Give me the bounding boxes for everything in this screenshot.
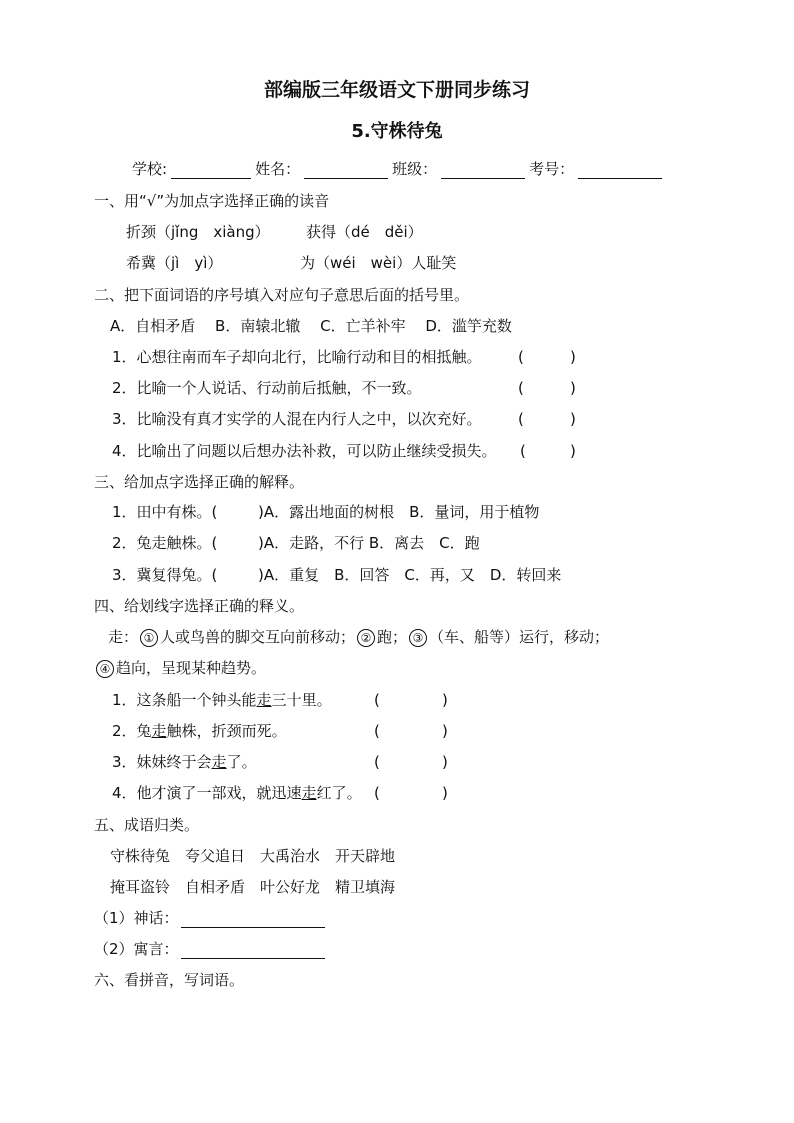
idiom-list-line: 守株待兔 夸父追日 大禹治水 开天辟地 <box>110 847 396 865</box>
paren-close: ) <box>442 753 448 771</box>
definition-prefix: 走： <box>108 628 139 646</box>
definition-text: 人或鸟兽的脚交互向前移动； <box>160 628 356 646</box>
circled-number: ④ <box>96 660 114 678</box>
paren-open: ( <box>520 442 526 460</box>
question-text: 红了。 <box>316 784 362 802</box>
question-text: 1．这条船一个钟头能 <box>112 691 257 709</box>
section-1-heading: 一、用“√”为加点字选择正确的读音 <box>94 192 330 210</box>
idiom-options: A．自相矛盾 B．南辕北辙 C．亡羊补牢 D．滥竽充数 <box>110 317 512 335</box>
pinyin-item-wei: 为（wéi wèi）人耻笑 <box>300 254 457 272</box>
question-item: 1．心想往南而车子却向北行，比喻行动和目的相抵触。 <box>112 348 482 366</box>
myth-category <box>94 908 329 928</box>
question-item <box>112 721 287 741</box>
section-3-heading: 三、给加点字选择正确的解释。 <box>94 473 305 491</box>
section-6-heading: 六、看拼音，写词语。 <box>94 971 245 989</box>
question-item <box>112 690 332 710</box>
lesson-title: 5.守株待兔 <box>351 121 443 142</box>
paren-close: ) <box>442 784 448 802</box>
paren-open: ( <box>374 753 380 771</box>
section-5-heading: 五、成语归类。 <box>94 816 200 834</box>
underlined-char: 走 <box>151 722 167 740</box>
pinyin-item-xiji: 希冀（jì yì） <box>126 254 223 272</box>
school-label: 学校: <box>132 160 168 178</box>
class-blank[interactable] <box>441 162 525 179</box>
paren-open: ( <box>374 722 380 740</box>
answer-options: )A．露出地面的树根 B．量词，用于植物 <box>258 503 540 521</box>
name-label: 姓名： <box>255 160 301 178</box>
underlined-char: 走 <box>256 691 272 709</box>
question-text: 2．兔 <box>112 722 152 740</box>
paren-close: ) <box>442 722 448 740</box>
circled-number: ② <box>357 629 375 647</box>
definition-text: 跑； <box>377 628 408 646</box>
question-text: 4．他才演了一部戏，就迅速 <box>112 784 302 802</box>
definition-text: 趋向，呈现某种趋势。 <box>116 659 267 677</box>
section-4-heading: 四、给划线字选择正确的释义。 <box>94 597 305 615</box>
number-label: 考号： <box>529 160 575 178</box>
fable-category <box>94 939 329 959</box>
fable-label: （2）寓言： <box>94 940 179 958</box>
circled-number: ① <box>140 629 158 647</box>
question-item: 4．比喻出了问题以后想办法补救，可以防止继续受损失。 <box>112 442 497 460</box>
section-2-heading: 二、把下面词语的序号填入对应句子意思后面的括号里。 <box>94 286 470 304</box>
circled-number: ③ <box>409 629 427 647</box>
underlined-char: 走 <box>211 753 227 771</box>
question-item: 1．田中有株。( <box>112 503 218 521</box>
definition-text: （车、船等）运行，移动； <box>429 628 610 646</box>
question-text: 触株，折颈而死。 <box>166 722 287 740</box>
school-blank[interactable] <box>171 162 251 179</box>
question-text: 3．妹妹终于会 <box>112 753 212 771</box>
question-item: 3．冀复得兔。( <box>112 566 218 584</box>
underlined-char: 走 <box>301 784 317 802</box>
definition-line-1 <box>108 627 609 647</box>
myth-blank[interactable] <box>181 911 325 928</box>
paren-close: ) <box>570 379 576 397</box>
question-item <box>112 752 257 772</box>
answer-options: )A．重复 B．回答 C．再，又 D．转回来 <box>258 566 562 584</box>
question-text: 三十里。 <box>271 691 332 709</box>
paren-open: ( <box>374 691 380 709</box>
idiom-list-line: 掩耳盗铃 自相矛盾 叶公好龙 精卫填海 <box>110 878 396 896</box>
name-blank[interactable] <box>304 162 388 179</box>
paren-close: ) <box>570 410 576 428</box>
paren-close: ) <box>442 691 448 709</box>
question-item: 2．兔走触株。( <box>112 534 218 552</box>
paren-close: ) <box>570 348 576 366</box>
class-label: 班级： <box>392 160 438 178</box>
number-blank[interactable] <box>578 162 662 179</box>
paren-open: ( <box>518 348 524 366</box>
question-item <box>112 783 362 803</box>
myth-label: （1）神话： <box>94 909 179 927</box>
definition-line-2 <box>94 658 266 678</box>
page-title: 部编版三年级语文下册同步练习 <box>263 79 530 101</box>
paren-close: ) <box>570 442 576 460</box>
student-info-line <box>132 159 666 179</box>
question-item: 2．比喻一个人说话、行动前后抵触，不一致。 <box>112 379 422 397</box>
question-item: 3．比喻没有真才实学的人混在内行人之中，以次充好。 <box>112 410 482 428</box>
paren-open: ( <box>374 784 380 802</box>
pinyin-item-zhejing: 折颈（jǐng xiàng） <box>126 223 270 241</box>
pinyin-item-huode: 获得（dé děi） <box>306 223 423 241</box>
fable-blank[interactable] <box>181 942 325 959</box>
paren-open: ( <box>518 410 524 428</box>
paren-open: ( <box>518 379 524 397</box>
answer-options: )A．走路，不行 B．离去 C．跑 <box>258 534 480 552</box>
question-text: 了。 <box>226 753 257 771</box>
